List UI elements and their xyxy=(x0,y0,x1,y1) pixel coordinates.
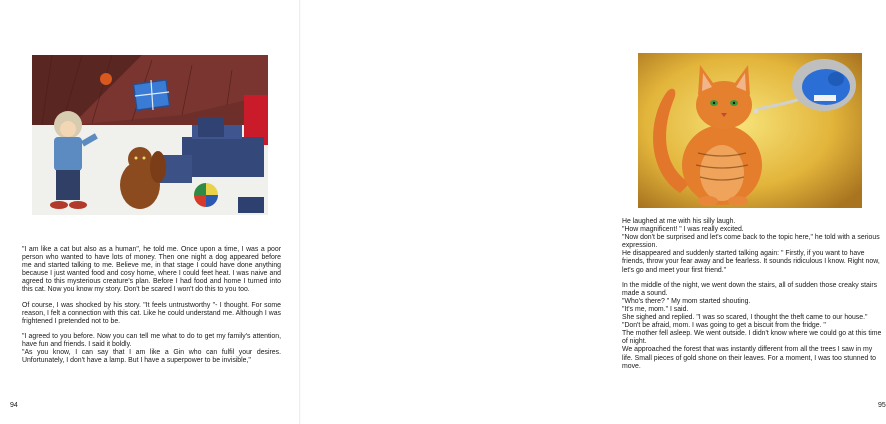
paragraph: He laughed at me with his silly laugh. xyxy=(622,218,736,225)
left-page-text xyxy=(22,246,281,365)
paragraph: "Don't be afraid, mom. I was going to get a biscuit from the fridge. " xyxy=(622,322,826,330)
paragraph: "Who's there? " My mom started shouting. xyxy=(622,297,751,305)
cat-dream-illustration xyxy=(638,53,862,208)
paragraph: She sighed and replied. "I was so scared, I thought the theft came to our house." xyxy=(622,314,868,322)
paragraph: Of course, I was shocked by his story. "It feels untrustworthy "- I thought. For some reason, I felt a connection with this cat. Like he could understand me. Although I was frightened I pretended not to be. xyxy=(22,301,281,325)
paragraph: "As you know, I can say that I am like a Gin who can fulfil your desires. Unfortunately, I don't have a lamp. But I have a superpower to be invisible," xyxy=(22,349,281,365)
paragraph: He disappeared and suddenly started talking again: " Firstly, if you want to have friends, throw your fear away and be fearless. It sounds ridiculous I know. Right now, let's go and meet your first friend." xyxy=(622,250,880,274)
paragraph: The mother fell asleep. We went outside. I didn't know where we could go at this time of night. xyxy=(622,330,882,346)
right-page xyxy=(300,0,886,424)
paragraph: We approached the forest that was instantly different from all the trees I saw in my life. Small pieces of gold shone on their leaves. For a moment, I was too stunned to move. xyxy=(622,346,876,370)
paragraph: "It's me, mom." I said. xyxy=(622,305,689,313)
paragraph: "I agreed to you before. Now you can tell me what to do to get my family's attention, have fun and friends. I said it boldly. xyxy=(22,332,281,348)
paragraph: "How magnificent! " I was really excited. xyxy=(622,226,744,234)
page-number: 95 xyxy=(878,402,886,409)
paragraph: "I am like a cat but also as a human", he told me. Once upon a time, I was a poor person who wanted to have lots of money. Then one night a dog appeared before me and started talking to me. Believe me, in that stage I could have done anything because I just wanted food and cosy home, where I could feet heat. I was naive and agreed to this mysterious creature's plan. Before I had food and home I turned into this cat. Now you know my story. Don't be scared I won't do this to you too. xyxy=(22,246,281,294)
paragraph: In the middle of the night, we went down the stairs, all of sudden those creaky stairs made a sound. xyxy=(622,281,878,297)
left-page xyxy=(0,0,300,424)
paragraph: "Now don't be surprised and let's come back to the topic here," he told with a serious expression. xyxy=(622,234,880,250)
right-page-text xyxy=(622,218,884,371)
page-number: 94 xyxy=(10,402,18,409)
attic-illustration xyxy=(32,55,268,215)
